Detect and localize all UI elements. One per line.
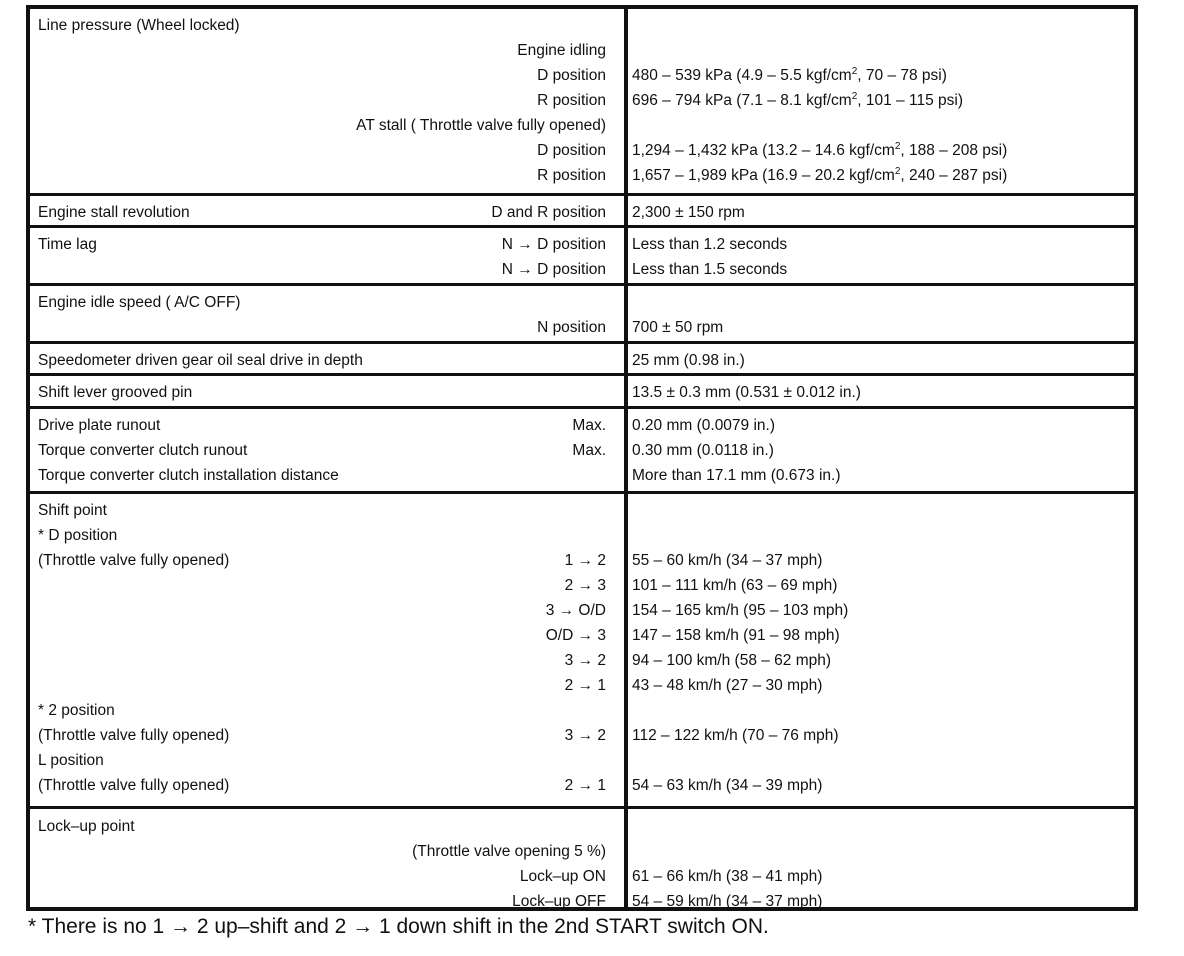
spec-row	[30, 864, 1134, 889]
spec-label: Torque converter clutch installation distance	[38, 467, 339, 484]
spec-label: Lock–up point	[38, 818, 135, 835]
spec-value: 0.30 mm (0.0118 in.)	[632, 442, 774, 459]
spec-label: Shift point	[38, 502, 107, 519]
spec-row	[30, 232, 1134, 257]
spec-value: 147 – 158 km/h (91 – 98 mph)	[632, 627, 840, 644]
spec-label: Time lag	[38, 236, 97, 253]
spec-value: Less than 1.5 seconds	[632, 261, 788, 278]
spec-section	[30, 200, 1134, 225]
spec-row	[30, 257, 1134, 282]
spec-section	[30, 413, 1134, 488]
section-separator	[30, 341, 1134, 344]
spec-value: 43 – 48 km/h (27 – 30 mph)	[632, 677, 823, 694]
section-separator	[30, 373, 1134, 376]
spec-value: 0.20 mm (0.0079 in.)	[632, 417, 776, 434]
spec-row	[30, 463, 1134, 488]
spec-value: 54 – 59 km/h (34 – 37 mph)	[632, 893, 823, 910]
spec-condition: R position	[537, 92, 606, 109]
spec-value: 1,657 – 1,989 kPa (16.9 – 20.2 kgf/$cm^2$, 240 – 287 psi)	[632, 165, 1008, 184]
spec-value: 94 – 100 km/h (58 – 62 mph)	[632, 652, 832, 669]
section-separator	[30, 225, 1134, 228]
spec-value: 55 – 60 km/h (34 – 37 mph)	[632, 552, 823, 569]
spec-row	[30, 380, 1134, 405]
spec-condition: 2 → 1	[564, 777, 606, 794]
spec-condition: (Throttle valve opening 5 %)	[412, 843, 606, 860]
spec-label: Speedometer driven gear oil seal drive in depth	[38, 352, 363, 369]
spec-row	[30, 648, 1134, 673]
spec-row	[30, 748, 1134, 773]
spec-condition: N position	[537, 319, 606, 336]
spec-row	[30, 573, 1134, 598]
spec-condition: D and R position	[491, 204, 606, 221]
spec-condition: 1 → 2	[564, 552, 606, 569]
spec-table	[26, 5, 1138, 911]
spec-label: * 2 position	[38, 702, 115, 719]
spec-label: (Throttle valve fully opened)	[38, 777, 230, 794]
spec-row	[30, 889, 1134, 914]
spec-value: More than 17.1 mm (0.673 in.)	[632, 467, 841, 484]
spec-condition: 2 → 3	[564, 577, 606, 594]
spec-row	[30, 315, 1134, 340]
spec-row	[30, 290, 1134, 315]
spec-label: Torque converter clutch runout	[38, 442, 248, 459]
spec-label: Engine idle speed ( A/C OFF)	[38, 294, 241, 311]
spec-row	[30, 598, 1134, 623]
spec-section	[30, 814, 1134, 914]
spec-row	[30, 13, 1134, 38]
spec-row	[30, 138, 1134, 163]
section-separator	[30, 283, 1134, 286]
spec-row	[30, 163, 1134, 188]
spec-value: 154 – 165 km/h (95 – 103 mph)	[632, 602, 849, 619]
spec-value: 696 – 794 kPa (7.1 – 8.1 kgf/$cm^2$, 101 – 115 psi)	[632, 90, 963, 109]
spec-row	[30, 38, 1134, 63]
spec-row	[30, 413, 1134, 438]
spec-label: L position	[38, 752, 104, 769]
spec-label: Line pressure (Wheel locked)	[38, 17, 240, 34]
spec-condition: D position	[537, 142, 606, 159]
spec-value: Less than 1.2 seconds	[632, 236, 788, 253]
spec-section	[30, 232, 1134, 282]
spec-row	[30, 839, 1134, 864]
spec-value: 700 ± 50 rpm	[632, 319, 724, 336]
spec-value: 101 – 111 km/h (63 – 69 mph)	[632, 577, 838, 594]
spec-row	[30, 814, 1134, 839]
spec-condition: Lock–up ON	[519, 868, 606, 885]
footnote: * There is no 1 → 2 up–shift and 2 → 1 down shift in the 2nd START switch ON.	[28, 915, 769, 938]
spec-condition: 3 → O/D	[545, 602, 606, 619]
spec-condition: Max.	[572, 417, 606, 434]
spec-row	[30, 348, 1134, 373]
spec-section	[30, 348, 1134, 373]
spec-row	[30, 523, 1134, 548]
spec-condition: Max.	[572, 442, 606, 459]
spec-section	[30, 380, 1134, 405]
spec-row	[30, 698, 1134, 723]
spec-section	[30, 498, 1134, 798]
spec-row	[30, 773, 1134, 798]
spec-row	[30, 623, 1134, 648]
spec-condition: R position	[537, 167, 606, 184]
spec-value: 13.5 ± 0.3 mm (0.531 ± 0.012 in.)	[632, 384, 861, 401]
section-separator	[30, 193, 1134, 196]
spec-row	[30, 673, 1134, 698]
section-separator	[30, 491, 1134, 494]
spec-condition: O/D → 3	[545, 627, 606, 644]
spec-condition: AT stall ( Throttle valve fully opened)	[356, 117, 606, 134]
spec-condition: N → D position	[501, 236, 606, 253]
spec-condition: Lock–up OFF	[512, 893, 606, 910]
spec-row	[30, 88, 1134, 113]
spec-value: 61 – 66 km/h (38 – 41 mph)	[632, 868, 823, 885]
spec-condition: D position	[537, 67, 606, 84]
spec-value: 1,294 – 1,432 kPa (13.2 – 14.6 kgf/$cm^2$, 188 – 208 psi)	[632, 140, 1008, 159]
spec-condition: Engine idling	[517, 42, 606, 59]
spec-value: 112 – 122 km/h (70 – 76 mph)	[632, 727, 839, 744]
spec-label: (Throttle valve fully opened)	[38, 727, 230, 744]
spec-label: (Throttle valve fully opened)	[38, 552, 230, 569]
spec-condition: N → D position	[501, 261, 606, 278]
section-separator	[30, 406, 1134, 409]
spec-condition: 3 → 2	[564, 652, 606, 669]
spec-condition: 3 → 2	[564, 727, 606, 744]
spec-value: 54 – 63 km/h (34 – 39 mph)	[632, 777, 823, 794]
spec-label: Shift lever grooved pin	[38, 384, 193, 401]
spec-row	[30, 113, 1134, 138]
spec-row	[30, 438, 1134, 463]
spec-label: Engine stall revolution	[38, 204, 190, 221]
spec-row	[30, 63, 1134, 88]
spec-value: 2,300 ± 150 rpm	[632, 204, 745, 221]
spec-value: 25 mm (0.98 in.)	[632, 352, 745, 369]
spec-row	[30, 498, 1134, 523]
spec-row	[30, 723, 1134, 748]
spec-section	[30, 13, 1134, 188]
spec-condition: 2 → 1	[564, 677, 606, 694]
spec-section	[30, 290, 1134, 340]
spec-value: 480 – 539 kPa (4.9 – 5.5 kgf/$cm^2$, 70 – 78 psi)	[632, 65, 947, 84]
spec-row	[30, 200, 1134, 225]
spec-row	[30, 548, 1134, 573]
spec-label: Drive plate runout	[38, 417, 161, 434]
spec-label: * D position	[38, 527, 118, 544]
section-separator	[30, 806, 1134, 809]
